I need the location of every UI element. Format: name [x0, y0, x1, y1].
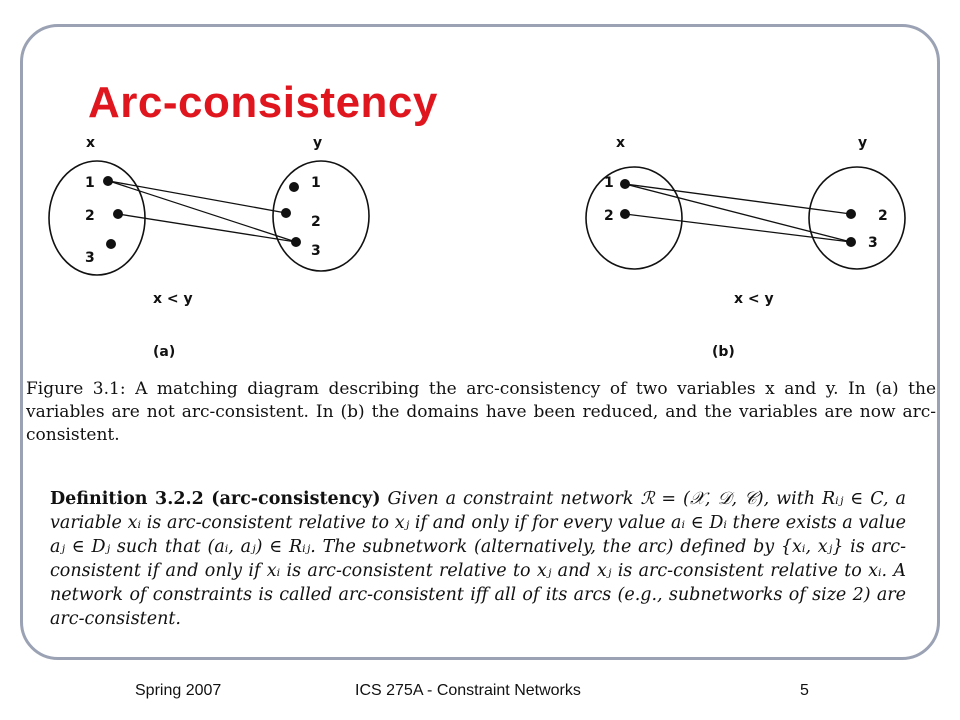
domain-y-ellipse: [809, 167, 905, 269]
edge-x2-y3: [625, 214, 851, 242]
diagram-a-var-x: x: [86, 135, 96, 151]
slide-title: Arc-consistency: [88, 78, 438, 127]
footer-date: Spring 2007: [135, 682, 222, 699]
diagram-a-constraint: x < y: [153, 291, 193, 307]
footer-course: ICS 275A - Constraint Networks: [355, 682, 581, 699]
domain-x-ellipse: [586, 167, 682, 269]
value-label-y3: 3: [868, 235, 878, 251]
diagram-b: [586, 135, 905, 360]
diagram-a-var-y: y: [313, 135, 323, 151]
diagram-a: [49, 135, 369, 360]
value-dot-x2: [620, 209, 630, 219]
value-dot-y2: [846, 209, 856, 219]
value-label-y3: 3: [311, 243, 321, 259]
diagram-b-var-y: y: [858, 135, 868, 151]
value-dot-y3: [846, 237, 856, 247]
figure-caption: Figure 3.1: A matching diagram describing the arc-consistency of two variables x and y. In (a) the variables are not arc-consistent. In (b) the domains have been reduced, and the variables are now arc-consistent.: [26, 379, 936, 445]
value-label-x2: 2: [604, 208, 614, 224]
value-dot-x1: [103, 176, 113, 186]
value-label-y2: 2: [311, 214, 321, 230]
value-dot-y3: [291, 237, 301, 247]
definition-block: [50, 487, 906, 631]
value-label-y1: 1: [311, 175, 321, 191]
page-number: 5: [800, 682, 809, 699]
diagram-b-panel-label: (b): [712, 344, 735, 360]
value-label-x1: 1: [85, 175, 95, 191]
diagram-b-constraint: x < y: [734, 291, 774, 307]
value-label-x1: 1: [604, 175, 614, 191]
value-dot-x3: [106, 239, 116, 249]
value-dot-y1: [289, 182, 299, 192]
value-label-x3: 3: [85, 250, 95, 266]
edge-x1-y2: [109, 181, 286, 213]
domain-x-ellipse: [49, 161, 145, 275]
diagram-a-panel-label: (a): [153, 344, 176, 360]
value-dot-x1: [620, 179, 630, 189]
definition-heading: Definition 3.2.2 (arc-consistency): [50, 489, 381, 509]
value-label-y2: 2: [878, 208, 888, 224]
definition-body: Given a constraint network ℛ = (𝒳, 𝒟, 𝒞), with Rᵢⱼ ∈ C, a variable xᵢ is arc-consistent relative to xⱼ if and only if for every value aᵢ ∈ Dᵢ there exists a value aⱼ ∈ Dⱼ such that (aᵢ, aⱼ) ∈ Rᵢⱼ. The subnetwork (alternatively, the arc) defined by {xᵢ, xⱼ} is arc-consistent if and only if xᵢ is arc-consistent relative to xⱼ and xⱼ is arc-consistent relative to xᵢ. A network of constraints is called arc-consistent iff all of its arcs (e.g., subnetworks of size 2) are arc-consistent.: [50, 489, 906, 629]
diagram-b-var-x: x: [616, 135, 626, 151]
edge-x1-y3: [625, 184, 851, 242]
value-label-x2: 2: [85, 208, 95, 224]
value-dot-y2: [281, 208, 291, 218]
value-dot-x2: [113, 209, 123, 219]
edge-x1-y3: [109, 181, 296, 242]
